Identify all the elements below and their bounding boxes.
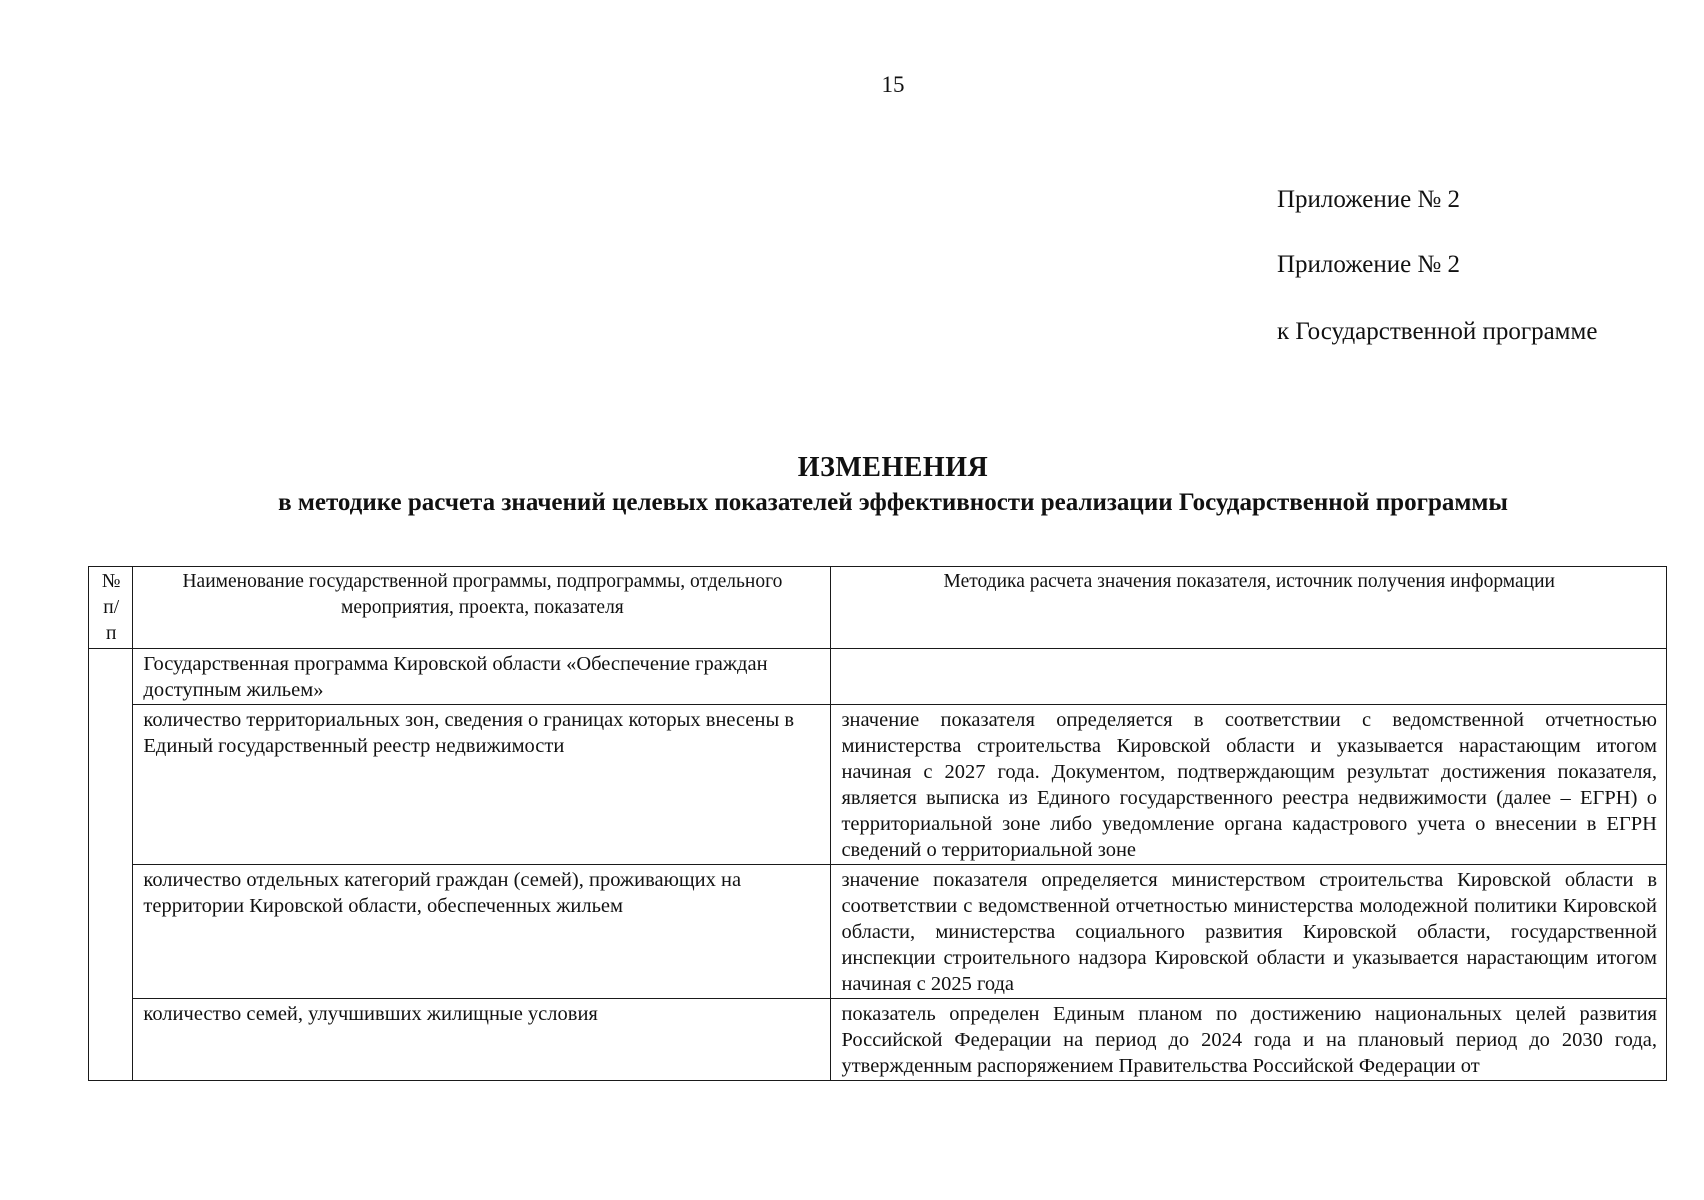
row-method: показатель определен Единым планом по достижению национальных целей развития Российской Федерации на период до 2024 года и на плановый период до 2030 года, утвержденным распоряжением Правительства Российской Федерации от bbox=[831, 999, 1667, 1081]
row-number bbox=[89, 649, 133, 705]
appendix-label: Приложение № 2 bbox=[1277, 186, 1461, 213]
row-name: Государственная программа Кировской области «Обеспечение граждан доступным жильем» bbox=[133, 649, 831, 705]
table-header-row bbox=[89, 567, 1667, 649]
row-method bbox=[831, 649, 1667, 705]
row-number bbox=[89, 865, 133, 999]
column-header-name: Наименование государственной программы, подпрограммы, отдельного мероприятия, проекта, показателя bbox=[133, 567, 831, 649]
row-method: значение показателя определяется министерством строительства Кировской области в соответствии с ведомственной отчетностью министерства молодежной политики Кировской области, министерства социального развития Кировской области, государственной инспекции строительного надзора Кировской области и указывается нарастающим итогом начиная с 2025 года bbox=[831, 865, 1667, 999]
row-method: значение показателя определяется в соответствии с ведомственной отчетностью министерства строительства Кировской области и указывается нарастающим итогом начиная с 2027 года. Документом, подтверждающим результат достижения показателя, является выписка из Единого государственного реестра недвижимости (далее – ЕГРН) о территориальной зоне либо уведомление органа кадастрового учета о внесении в ЕГРН сведений о территориальной зоне bbox=[831, 705, 1667, 865]
methodology-table bbox=[88, 566, 1667, 1081]
table-row bbox=[89, 705, 1667, 865]
row-number bbox=[89, 705, 133, 865]
appendix-program-reference: к Государственной программе bbox=[1277, 318, 1598, 345]
row-name: количество семей, улучшивших жилищные условия bbox=[133, 999, 831, 1081]
page-number: 15 bbox=[881, 72, 905, 97]
row-name: количество территориальных зон, сведения о границах которых внесены в Единый государственный реестр недвижимости bbox=[133, 705, 831, 865]
appendix-label-repeat: Приложение № 2 bbox=[1277, 251, 1461, 278]
document-title: ИЗМЕНЕНИЯ bbox=[797, 452, 989, 483]
table-row bbox=[89, 865, 1667, 999]
column-header-number: № п/п bbox=[89, 567, 133, 649]
row-number bbox=[89, 999, 133, 1081]
table-row bbox=[89, 649, 1667, 705]
row-name: количество отдельных категорий граждан (семей), проживающих на территории Кировской области, обеспеченных жильем bbox=[133, 865, 831, 999]
document-subtitle: в методике расчета значений целевых показателей эффективности реализации Государственной программы bbox=[278, 489, 1508, 516]
table-row bbox=[89, 999, 1667, 1081]
column-header-method: Методика расчета значения показателя, источник получения информации bbox=[831, 567, 1667, 649]
